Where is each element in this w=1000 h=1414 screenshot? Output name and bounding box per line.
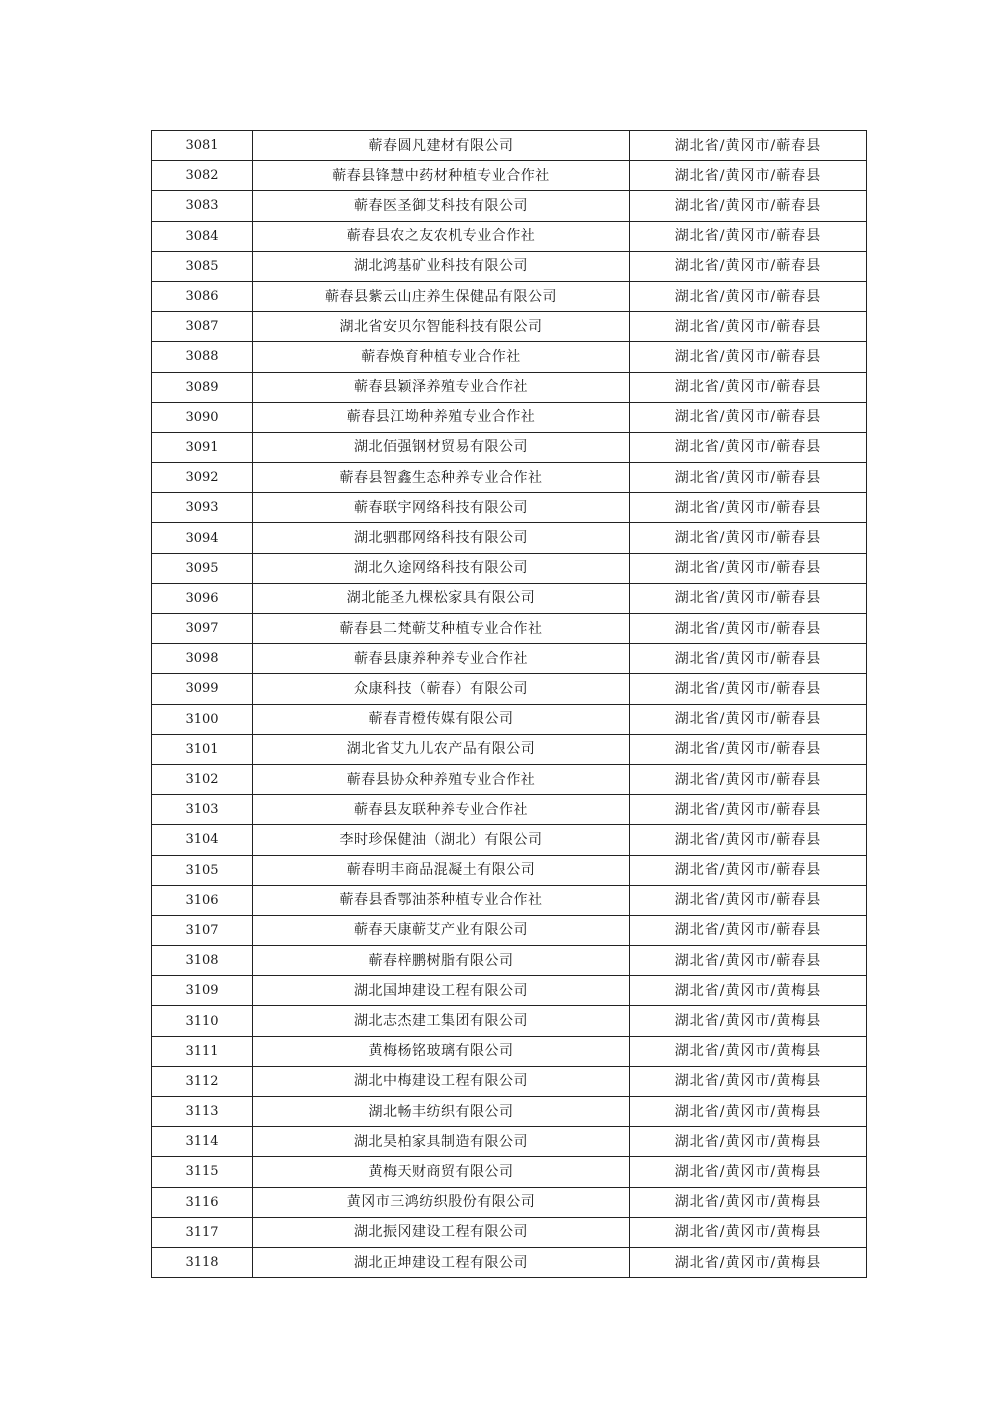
row-number-cell: 3081 xyxy=(152,131,253,161)
row-number-cell: 3100 xyxy=(152,704,253,734)
company-name-cell: 蕲春梓鹏树脂有限公司 xyxy=(253,946,630,976)
region-cell: 湖北省/黄冈市/蕲春县 xyxy=(630,764,867,794)
company-name-cell: 黄梅天财商贸有限公司 xyxy=(253,1157,630,1187)
company-name-cell: 蕲春县紫云山庄养生保健品有限公司 xyxy=(253,281,630,311)
region-cell: 湖北省/黄冈市/蕲春县 xyxy=(630,463,867,493)
table-row xyxy=(152,1066,867,1096)
row-number-cell: 3090 xyxy=(152,402,253,432)
company-name-cell: 蕲春联宇网络科技有限公司 xyxy=(253,493,630,523)
company-name-cell: 蕲春医圣御艾科技有限公司 xyxy=(253,191,630,221)
row-number-cell: 3084 xyxy=(152,221,253,251)
region-cell: 湖北省/黄冈市/蕲春县 xyxy=(630,131,867,161)
region-cell: 湖北省/黄冈市/蕲春县 xyxy=(630,281,867,311)
company-name-cell: 蕲春县二梵蕲艾种植专业合作社 xyxy=(253,614,630,644)
region-cell: 湖北省/黄冈市/黄梅县 xyxy=(630,1157,867,1187)
region-cell: 湖北省/黄冈市/蕲春县 xyxy=(630,191,867,221)
table-row xyxy=(152,131,867,161)
company-name-cell: 湖北久途网络科技有限公司 xyxy=(253,553,630,583)
company-name-cell: 蕲春县江坳种养殖专业合作社 xyxy=(253,402,630,432)
row-number-cell: 3085 xyxy=(152,251,253,281)
row-number-cell: 3086 xyxy=(152,281,253,311)
region-cell: 湖北省/黄冈市/黄梅县 xyxy=(630,1006,867,1036)
table-row xyxy=(152,312,867,342)
company-name-cell: 李时珍保健油（湖北）有限公司 xyxy=(253,825,630,855)
company-name-cell: 蕲春焕育种植专业合作社 xyxy=(253,342,630,372)
row-number-cell: 3097 xyxy=(152,614,253,644)
row-number-cell: 3106 xyxy=(152,885,253,915)
region-cell: 湖北省/黄冈市/蕲春县 xyxy=(630,372,867,402)
company-name-cell: 湖北能圣九棵松家具有限公司 xyxy=(253,583,630,613)
row-number-cell: 3101 xyxy=(152,734,253,764)
row-number-cell: 3117 xyxy=(152,1217,253,1247)
region-cell: 湖北省/黄冈市/蕲春县 xyxy=(630,644,867,674)
region-cell: 湖北省/黄冈市/黄梅县 xyxy=(630,1066,867,1096)
row-number-cell: 3112 xyxy=(152,1066,253,1096)
company-name-cell: 黄冈市三鸿纺织股份有限公司 xyxy=(253,1187,630,1217)
row-number-cell: 3113 xyxy=(152,1097,253,1127)
company-list-table xyxy=(151,130,867,1278)
region-cell: 湖北省/黄冈市/蕲春县 xyxy=(630,221,867,251)
region-cell: 湖北省/黄冈市/蕲春县 xyxy=(630,583,867,613)
region-cell: 湖北省/黄冈市/蕲春县 xyxy=(630,312,867,342)
region-cell: 湖北省/黄冈市/蕲春县 xyxy=(630,523,867,553)
region-cell: 湖北省/黄冈市/蕲春县 xyxy=(630,402,867,432)
table-row xyxy=(152,1157,867,1187)
company-name-cell: 湖北振冈建设工程有限公司 xyxy=(253,1217,630,1247)
region-cell: 湖北省/黄冈市/蕲春县 xyxy=(630,915,867,945)
table-row xyxy=(152,493,867,523)
row-number-cell: 3114 xyxy=(152,1127,253,1157)
region-cell: 湖北省/黄冈市/蕲春县 xyxy=(630,825,867,855)
region-cell: 湖北省/黄冈市/蕲春县 xyxy=(630,493,867,523)
region-cell: 湖北省/黄冈市/黄梅县 xyxy=(630,1097,867,1127)
table-row xyxy=(152,795,867,825)
table-row xyxy=(152,1036,867,1066)
region-cell: 湖北省/黄冈市/蕲春县 xyxy=(630,432,867,462)
region-cell: 湖北省/黄冈市/黄梅县 xyxy=(630,1036,867,1066)
region-cell: 湖北省/黄冈市/蕲春县 xyxy=(630,161,867,191)
table-row xyxy=(152,946,867,976)
company-name-cell: 湖北正坤建设工程有限公司 xyxy=(253,1247,630,1277)
region-cell: 湖北省/黄冈市/黄梅县 xyxy=(630,1247,867,1277)
row-number-cell: 3087 xyxy=(152,312,253,342)
row-number-cell: 3088 xyxy=(152,342,253,372)
region-cell: 湖北省/黄冈市/蕲春县 xyxy=(630,946,867,976)
row-number-cell: 3111 xyxy=(152,1036,253,1066)
company-name-cell: 黄梅杨铭玻璃有限公司 xyxy=(253,1036,630,1066)
row-number-cell: 3102 xyxy=(152,764,253,794)
table-row xyxy=(152,402,867,432)
table-row xyxy=(152,674,867,704)
company-name-cell: 蕲春县颖泽养殖专业合作社 xyxy=(253,372,630,402)
company-name-cell: 蕲春天康蕲艾产业有限公司 xyxy=(253,915,630,945)
region-cell: 湖北省/黄冈市/黄梅县 xyxy=(630,1217,867,1247)
company-name-cell: 湖北佰强钢材贸易有限公司 xyxy=(253,432,630,462)
row-number-cell: 3096 xyxy=(152,583,253,613)
row-number-cell: 3095 xyxy=(152,553,253,583)
company-name-cell: 湖北志杰建工集团有限公司 xyxy=(253,1006,630,1036)
table-row xyxy=(152,1097,867,1127)
company-name-cell: 蕲春明丰商品混凝土有限公司 xyxy=(253,855,630,885)
row-number-cell: 3098 xyxy=(152,644,253,674)
row-number-cell: 3107 xyxy=(152,915,253,945)
company-name-cell: 蕲春县智鑫生态种养专业合作社 xyxy=(253,463,630,493)
company-name-cell: 蕲春县协众种养殖专业合作社 xyxy=(253,764,630,794)
row-number-cell: 3116 xyxy=(152,1187,253,1217)
row-number-cell: 3083 xyxy=(152,191,253,221)
table-row xyxy=(152,191,867,221)
row-number-cell: 3094 xyxy=(152,523,253,553)
company-name-cell: 蕲春县锋慧中药材种植专业合作社 xyxy=(253,161,630,191)
company-name-cell: 众康科技（蕲春）有限公司 xyxy=(253,674,630,704)
region-cell: 湖北省/黄冈市/蕲春县 xyxy=(630,795,867,825)
row-number-cell: 3092 xyxy=(152,463,253,493)
table-row xyxy=(152,463,867,493)
row-number-cell: 3099 xyxy=(152,674,253,704)
table-row xyxy=(152,764,867,794)
table-row xyxy=(152,1006,867,1036)
table-row xyxy=(152,915,867,945)
company-name-cell: 蕲春县香鄂油茶种植专业合作社 xyxy=(253,885,630,915)
row-number-cell: 3089 xyxy=(152,372,253,402)
table-row xyxy=(152,221,867,251)
row-number-cell: 3105 xyxy=(152,855,253,885)
table-row xyxy=(152,825,867,855)
company-name-cell: 湖北省艾九儿农产品有限公司 xyxy=(253,734,630,764)
company-name-cell: 湖北省安贝尔智能科技有限公司 xyxy=(253,312,630,342)
table-body xyxy=(152,131,867,1278)
region-cell: 湖北省/黄冈市/黄梅县 xyxy=(630,1187,867,1217)
row-number-cell: 3104 xyxy=(152,825,253,855)
region-cell: 湖北省/黄冈市/蕲春县 xyxy=(630,342,867,372)
region-cell: 湖北省/黄冈市/蕲春县 xyxy=(630,734,867,764)
region-cell: 湖北省/黄冈市/黄梅县 xyxy=(630,1127,867,1157)
row-number-cell: 3091 xyxy=(152,432,253,462)
row-number-cell: 3103 xyxy=(152,795,253,825)
company-name-cell: 蕲春县友联种养专业合作社 xyxy=(253,795,630,825)
region-cell: 湖北省/黄冈市/蕲春县 xyxy=(630,614,867,644)
region-cell: 湖北省/黄冈市/蕲春县 xyxy=(630,553,867,583)
table-row xyxy=(152,1187,867,1217)
table-row xyxy=(152,583,867,613)
table-row xyxy=(152,553,867,583)
company-name-cell: 蕲春县康养种养专业合作社 xyxy=(253,644,630,674)
row-number-cell: 3082 xyxy=(152,161,253,191)
company-name-cell: 蕲春青橙传媒有限公司 xyxy=(253,704,630,734)
table-row xyxy=(152,1217,867,1247)
table-row xyxy=(152,855,867,885)
region-cell: 湖北省/黄冈市/蕲春县 xyxy=(630,855,867,885)
table-row xyxy=(152,614,867,644)
table-row xyxy=(152,432,867,462)
table-row xyxy=(152,161,867,191)
table-row xyxy=(152,372,867,402)
table-row xyxy=(152,281,867,311)
company-name-cell: 湖北驷郡网络科技有限公司 xyxy=(253,523,630,553)
table-row xyxy=(152,644,867,674)
company-name-cell: 湖北鸿基矿业科技有限公司 xyxy=(253,251,630,281)
company-name-cell: 湖北国坤建设工程有限公司 xyxy=(253,976,630,1006)
region-cell: 湖北省/黄冈市/蕲春县 xyxy=(630,885,867,915)
company-name-cell: 蕲春圆凡建材有限公司 xyxy=(253,131,630,161)
row-number-cell: 3108 xyxy=(152,946,253,976)
table-row xyxy=(152,523,867,553)
table-row xyxy=(152,734,867,764)
table-row xyxy=(152,251,867,281)
company-name-cell: 蕲春县农之友农机专业合作社 xyxy=(253,221,630,251)
region-cell: 湖北省/黄冈市/蕲春县 xyxy=(630,704,867,734)
row-number-cell: 3118 xyxy=(152,1247,253,1277)
table-row xyxy=(152,704,867,734)
region-cell: 湖北省/黄冈市/蕲春县 xyxy=(630,674,867,704)
table-row xyxy=(152,342,867,372)
table-row xyxy=(152,1127,867,1157)
table-row xyxy=(152,1247,867,1277)
company-name-cell: 湖北畅丰纺织有限公司 xyxy=(253,1097,630,1127)
company-name-cell: 湖北中梅建设工程有限公司 xyxy=(253,1066,630,1096)
table-row xyxy=(152,976,867,1006)
row-number-cell: 3093 xyxy=(152,493,253,523)
row-number-cell: 3110 xyxy=(152,1006,253,1036)
region-cell: 湖北省/黄冈市/蕲春县 xyxy=(630,251,867,281)
table-row xyxy=(152,885,867,915)
company-name-cell: 湖北昊柏家具制造有限公司 xyxy=(253,1127,630,1157)
region-cell: 湖北省/黄冈市/黄梅县 xyxy=(630,976,867,1006)
row-number-cell: 3115 xyxy=(152,1157,253,1187)
row-number-cell: 3109 xyxy=(152,976,253,1006)
